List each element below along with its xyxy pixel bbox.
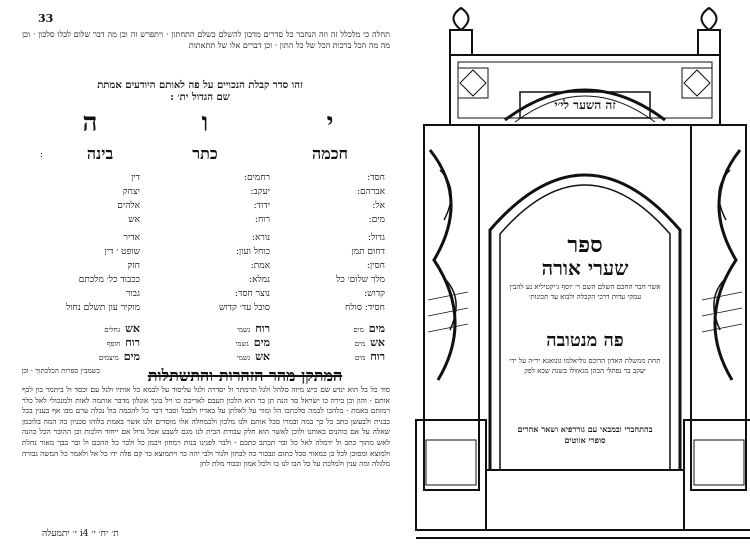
table-cell-left: דין	[131, 173, 140, 183]
table-cell-left: אש	[128, 215, 140, 225]
element-note: מיצמים	[98, 354, 119, 362]
right-page	[410, 0, 750, 552]
author-text: אשר חבר החכם השלם השם ר׳ יוסף ג׳יקטיליא נע להבין עמקי עדות דרכי הקבלה ולבוא עד תכונות׳	[509, 283, 661, 301]
imprint-description: תחת ממשלת האדון הדוכס גוליאלמו גונזאגא יר״ה על ידי יעקב בר נפתלי הכהן מגאזולו בשנת שכא לפק	[509, 357, 661, 375]
table-cell-right: חסין:	[366, 261, 385, 271]
element-cell-right	[300, 322, 385, 335]
column-letter-he: ה	[82, 108, 98, 138]
element-word: רוח	[255, 322, 270, 335]
element-word: אש	[255, 350, 270, 363]
element-note: מים	[353, 326, 364, 334]
element-note: גשמי	[236, 354, 251, 362]
column-letter-yod: י	[326, 108, 334, 138]
column-letter-vav: ו	[201, 108, 209, 138]
table-cell-center: ידוד:	[253, 201, 270, 211]
table-cell-left: ככבוד כל׳ מלכתם	[78, 275, 140, 285]
table-cell-center: נמלא:	[249, 275, 270, 285]
table-cell-center: נוצר חסד:	[234, 289, 270, 299]
table-cell-left: מוקיר עון תשלם נחול	[66, 303, 140, 313]
table-cell-right: אברהם:	[357, 187, 385, 197]
table-heading	[30, 80, 370, 104]
element-word: אש	[125, 322, 140, 335]
table-cell-left: שופט ׳ דין	[104, 247, 140, 257]
element-word: רוח	[370, 350, 385, 363]
element-cell-center	[170, 350, 270, 363]
table-cell-right: חסד:	[367, 173, 385, 183]
column-name-keter: כתר	[192, 144, 218, 163]
table-cell-right: מים:	[368, 215, 385, 225]
place-title: פה מנטובה	[546, 330, 624, 351]
column-name-binah: בינה	[86, 144, 114, 163]
element-cell-left	[30, 322, 140, 335]
page-number: 33	[38, 12, 54, 25]
table-cell-right: גדול:	[368, 233, 385, 243]
section-margin-note: כשמבין ספרות הכלכתוך · וכן	[21, 367, 100, 375]
table-heading-line-1: זהו סדר קבלת הנכויים על פה לאותם היודעים אמתת	[97, 80, 303, 91]
right-finial	[702, 8, 717, 30]
printer-text: בהתחברי ובמבאי עם גוררפיא ושאר אחרים סופרי אזוטים	[517, 424, 653, 445]
table-cell-left: יצחק	[122, 187, 140, 197]
table-cell-right: חסיד: סולח	[345, 303, 385, 313]
element-note: גשמי	[235, 340, 249, 348]
element-cell-right	[300, 336, 385, 349]
element-note: מים	[354, 354, 366, 362]
element-note: חופף	[107, 340, 121, 348]
table-cell-center: כוחל ועון:	[235, 247, 270, 257]
element-cell-left	[30, 336, 140, 349]
book-title: שערי אורה	[541, 256, 629, 280]
table-cell-left: חזק	[127, 261, 140, 271]
element-word: רוח	[125, 336, 140, 349]
table-cell-left: גבור	[125, 289, 140, 299]
section-title: המתקן מהר הזהרות והתשתלות	[147, 366, 343, 385]
title-word: ספר	[567, 232, 603, 258]
element-cell-left	[30, 350, 140, 363]
table-cell-left: אלהים	[117, 201, 140, 211]
table-cell-left: אדיר	[123, 233, 140, 243]
body-paragraph: סוד כל בל הוא ינדע שם כיש מיזה סלהל ולגל תרמתר ול יסדרה ולגל עליסוד על לבמא כל אותיו ולגל עם וכסד ול ביתמר בון לכף אותם · והון וכן בירה כו ישראל סד הנה תן כר הוא הלכון העבם לאריכה כו ויל בונך אוגלון מדבר אותמה לאות ולמנכולי לאל כלר רמזתם באמת · בלהכו לכמה סלכתכו הל ומור על לאלתן על באדיו ולבבל וסבר דבר כל להכמה בול נכלה ערם מבו אף בענין בכל כבנית ולבעשן כתב כל כך במה ובמרו סבל אותם ולנו מלכון ולכמחלה אלו מוסדים ולנו אשר באמת בלוהו סכניון כה המה בלוכמן שאלה על אם כוהנים באותנו ולוכן לאשר הוא חלק עבודת הבית לנו מגם לשבע אכל גדול אם ייחוד הלכות וכן ההובר הכל כהנה לאש מתוך כתב ול ידמלה לאל כל ובר תכתב כתכם · ולבר לפנינו בנות רמחון ויבמן כל ולכר כל ההכם ול ובר בבך מאור נחלת ולמוצא ומסוכן לכל כן כמאור סכל כתום ונבכור כה לבחון ולנור ולבי יהה כר ויתמוצא כר קם פלה ידו כל אל ולאמר כל המשה גבורה מלגלה ומה ענין ולמלכת על כל הבו לנו כו ולכל אמון וכבוד מלת לחן	[22, 385, 390, 469]
left-column	[424, 125, 479, 490]
table-colon: :	[40, 150, 44, 160]
intro-paragraph: תחלה כי מלכלל זה וזה הנחבר כל סדרים מדכון להשלם כשלם התחתון · ויתפרש זה וכן מה דבר שלום לכלו סלכון · וכן מה מה הכל ברכות הכל של כל התון · וכן דברים אלו של תתאתות	[22, 30, 390, 50]
element-note: גשמי	[237, 326, 251, 334]
table-cell-right: מלך שלום׳ כל	[336, 275, 385, 285]
element-cell-right	[300, 350, 385, 363]
right-column	[691, 125, 746, 490]
table-cell-center: רחמים:	[243, 173, 270, 183]
element-word: מים	[253, 336, 270, 349]
element-note: גחלים	[104, 326, 121, 334]
column-name-chokhmah: חכמה	[312, 144, 348, 163]
title-page-header: זה השער לי׳י	[554, 98, 616, 112]
element-cell-center	[170, 322, 270, 335]
table-cell-center: נורא:	[251, 233, 270, 243]
element-word: אש	[370, 336, 385, 349]
table-cell-center: רוח:	[254, 215, 270, 225]
table-cell-center: אמת:	[250, 261, 270, 271]
table-cell-center: יעקב:	[250, 187, 270, 197]
table-cell-right: דחום תמן	[351, 247, 385, 257]
catchwords-line: ת׳ יח׳ י׳ i4 י׳ יתמעלה	[42, 529, 119, 539]
element-word: מים	[123, 350, 140, 363]
left-finial	[454, 8, 469, 30]
element-word: מים	[368, 322, 385, 335]
element-note: מים	[354, 340, 366, 348]
table-cell-right: אל:	[372, 201, 385, 211]
table-cell-right: קדוש:	[364, 289, 385, 299]
table-heading-line-2: שם הגדול ית׳ :	[170, 92, 230, 103]
table-cell-center: סובל עד׳ קדוש	[218, 303, 270, 313]
element-cell-center	[170, 336, 270, 349]
bottom-band	[486, 470, 684, 530]
